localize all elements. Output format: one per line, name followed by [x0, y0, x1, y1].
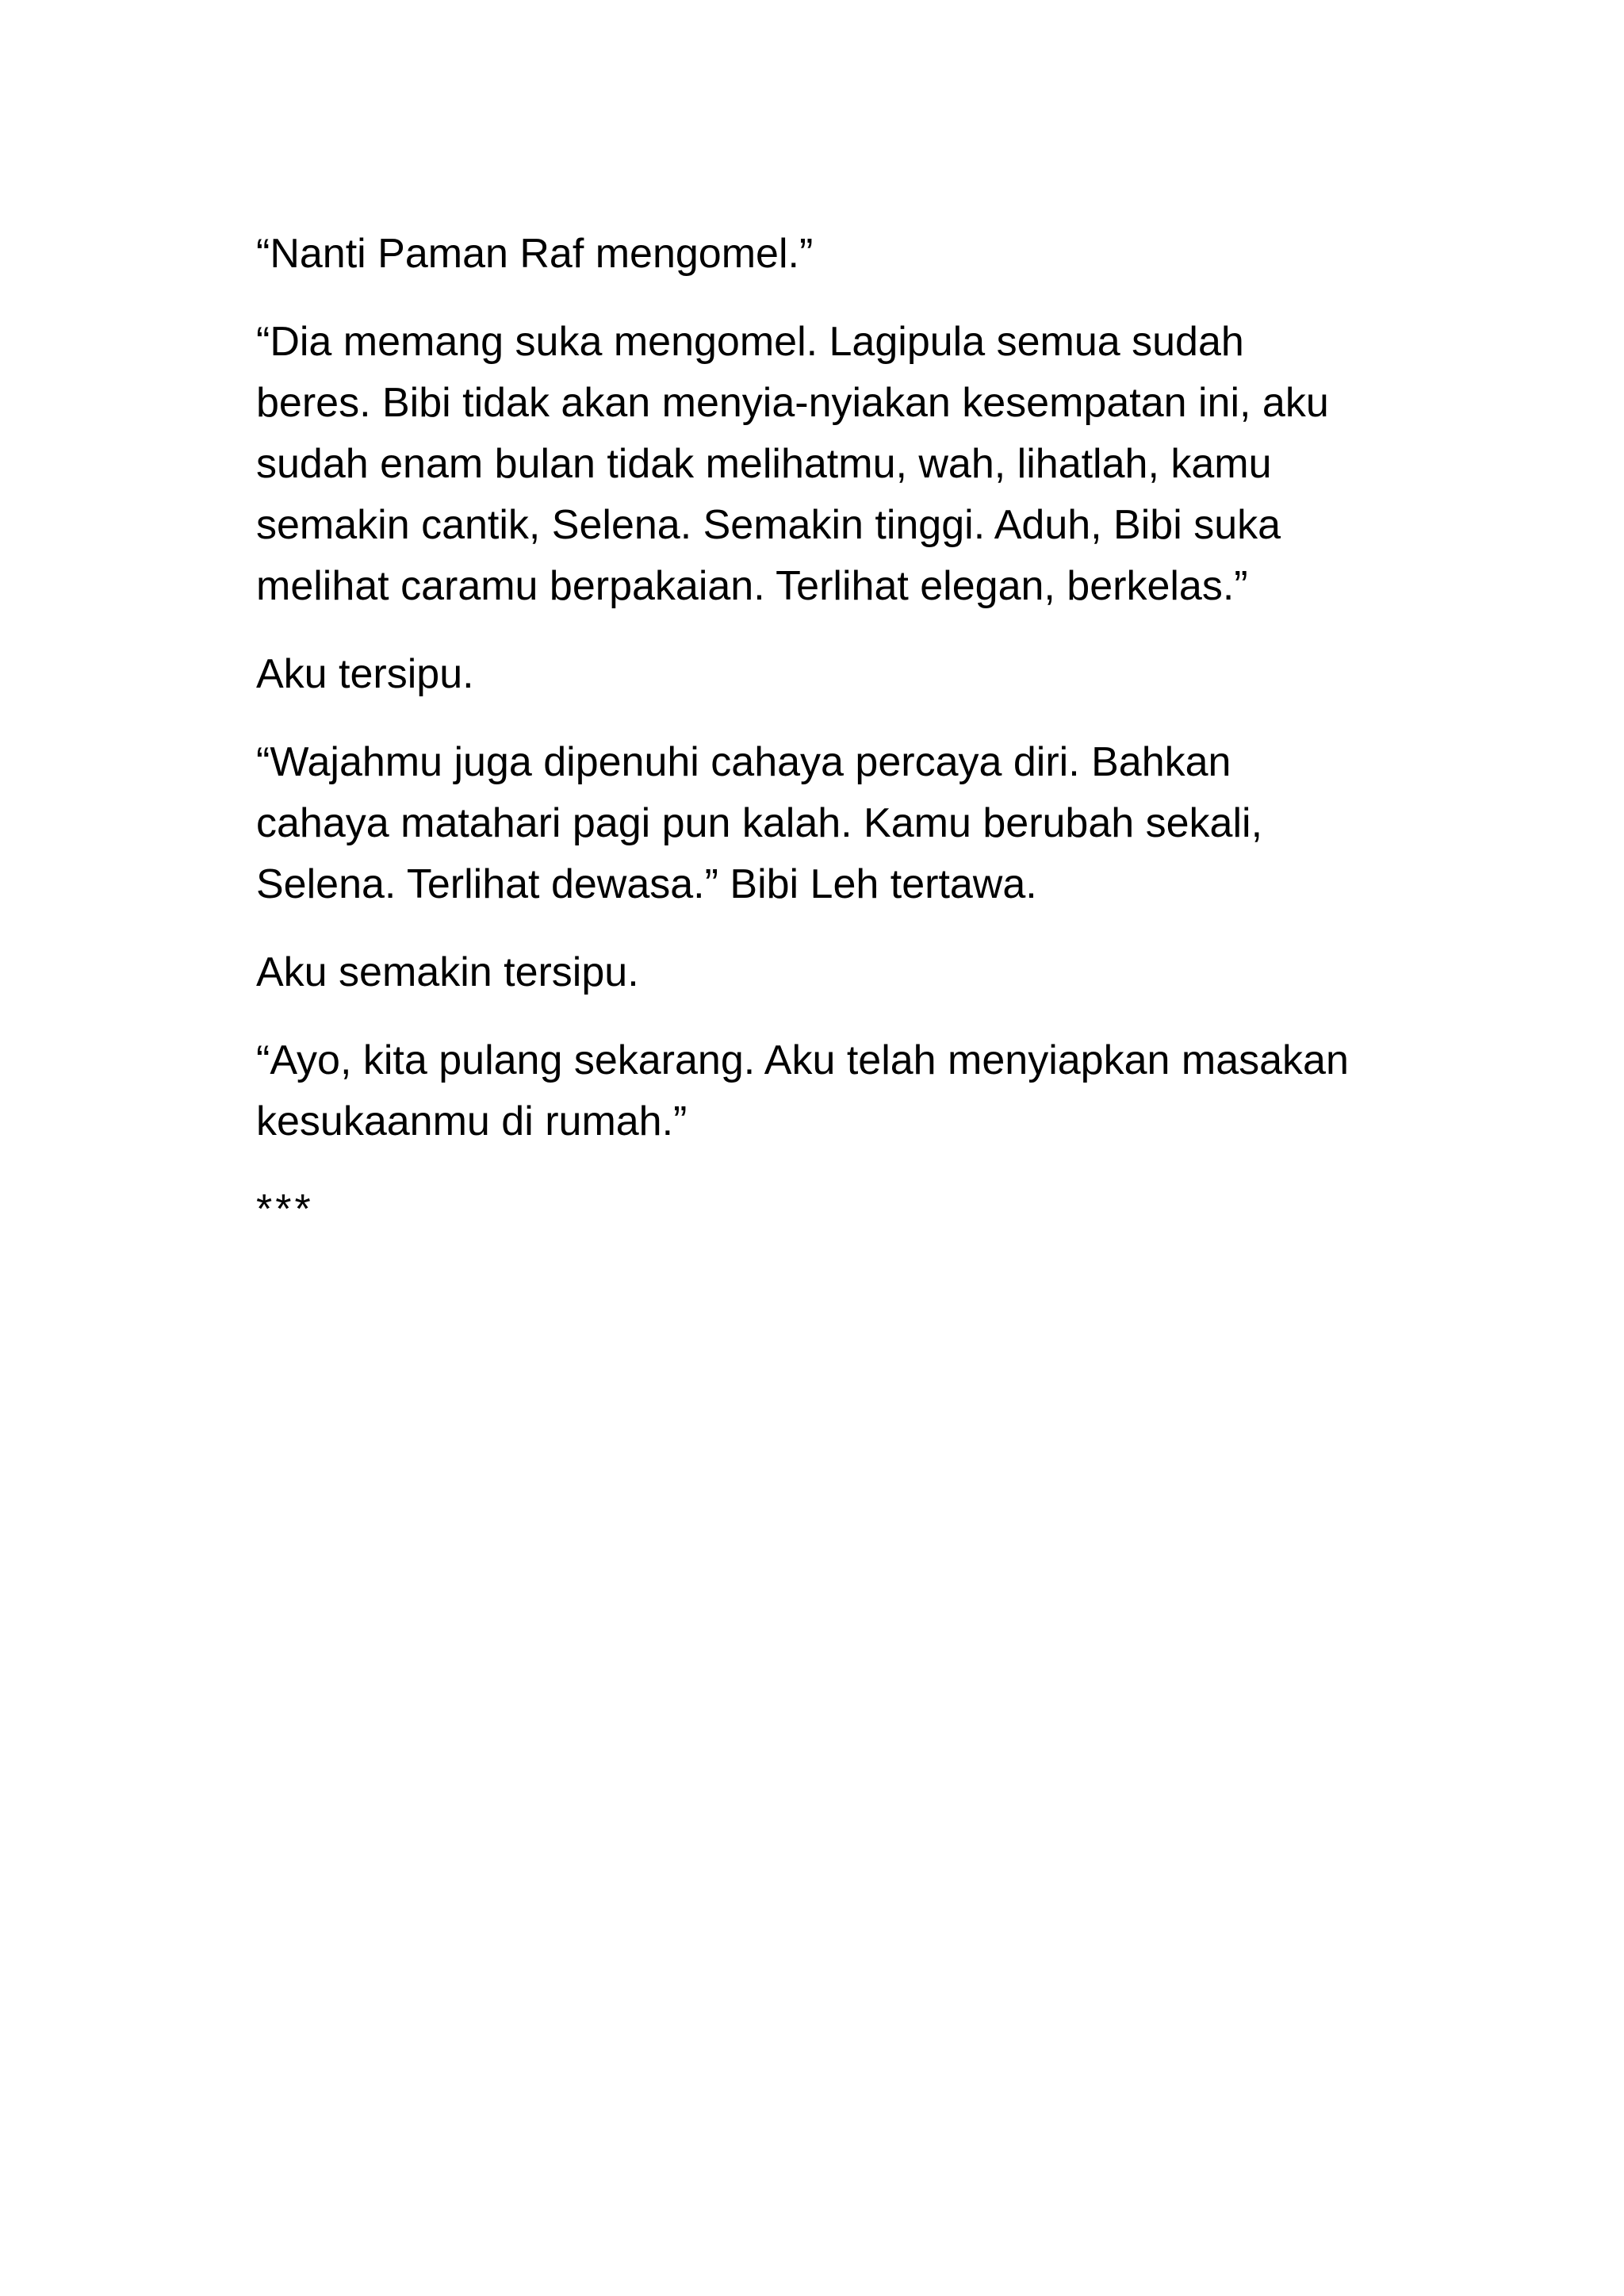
paragraph-2: “Dia memang suka mengomel. Lagipula semua sudah beres. Bibi tidak akan menyia-nyiakan kesempatan ini, aku sudah enam bulan tidak melihatmu, wah, lihatlah, kamu semakin cantik, Selena. Semakin tinggi. Aduh, Bibi suka melihat caramu berpakaian. Terlihat elegan, berkelas.”	[256, 319, 1329, 609]
body-text	[256, 224, 1414, 1267]
paragraph-6: “Ayo, kita pulang sekarang. Aku telah menyiapkan masakan kesukaanmu di rumah.”	[256, 1037, 1349, 1144]
paragraph-5: Aku semakin tersipu.	[256, 949, 639, 995]
scene-separator: ***	[256, 1186, 314, 1232]
paragraph-4: “Wajahmu juga dipenuhi cahaya percaya diri. Bahkan cahaya matahari pagi pun kalah. Kamu berubah sekali, Selena. Terlihat dewasa.” Bibi Leh tertawa.	[256, 739, 1263, 907]
paragraph-1: “Nanti Paman Raf mengomel.”	[256, 231, 814, 277]
paragraph-3: Aku tersipu.	[256, 651, 474, 697]
